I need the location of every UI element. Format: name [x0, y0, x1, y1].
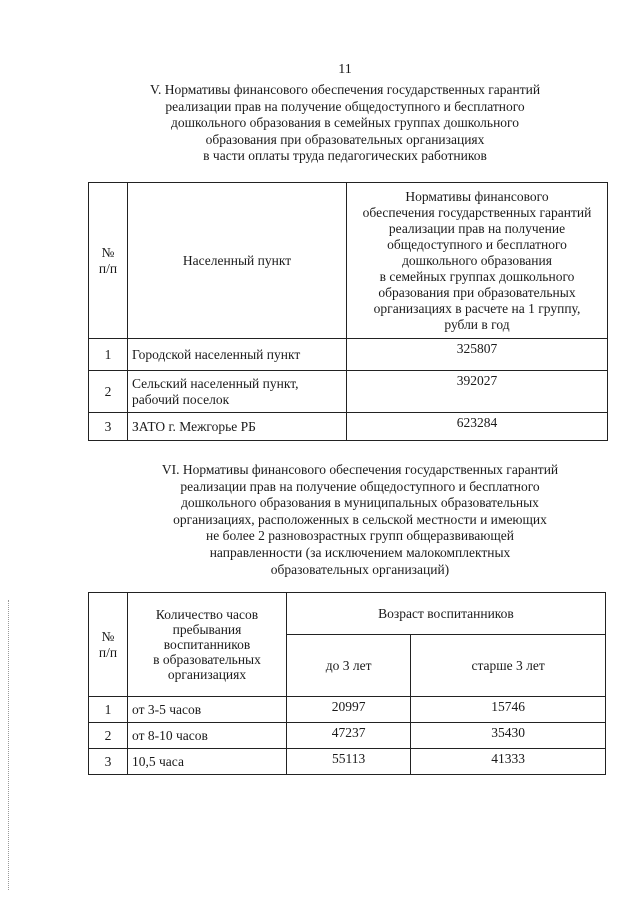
row-value: 392027: [347, 371, 608, 413]
header-settlement: Населенный пункт: [128, 183, 347, 339]
title-line: в части оплаты труда педагогических работников: [203, 148, 487, 164]
header-age-group: Возраст воспитанников: [287, 593, 606, 635]
table-section-6: [88, 592, 606, 775]
header-norm: Нормативы финансового обеспечения государственных гарантий реализации прав на получение общедоступного и бесплатного дошкольного образования в семейных группах дошкольного образования при образовательных организациях в расчете на 1 группу, рубли в год: [347, 183, 608, 339]
row-over-3: 41333: [411, 749, 606, 775]
table-row: [89, 697, 606, 723]
title-line: дошкольного образования в муниципальных образовательных: [181, 495, 539, 511]
row-over-3: 15746: [411, 697, 606, 723]
title-line: направленности (за исключением малокомплектных: [209, 544, 511, 560]
title-line: организациях, расположенных в сельской местности и имеющих: [173, 511, 547, 527]
table-row: [89, 413, 608, 441]
title-line: V. Нормативы финансового обеспечения государственных гарантий: [149, 82, 541, 97]
row-under-3: 55113: [287, 749, 411, 775]
table-row: [89, 723, 606, 749]
title-line: образовательных организаций): [270, 561, 450, 577]
section-6-title: [130, 462, 590, 578]
row-hours: от 3-5 часов: [128, 697, 287, 723]
title-line: реализации прав на получение общедоступного и бесплатного: [165, 98, 525, 114]
table-section-5: [88, 182, 608, 441]
section-5-title: [130, 82, 560, 165]
row-num: 2: [89, 723, 128, 749]
row-value: 325807: [347, 339, 608, 371]
table-row: [89, 749, 606, 775]
row-settlement: ЗАТО г. Межгорье РБ: [128, 413, 347, 441]
table-row: [89, 371, 608, 413]
row-num: 1: [89, 697, 128, 723]
row-hours: 10,5 часа: [128, 749, 287, 775]
row-settlement: Сельский населенный пункт, рабочий поселок: [128, 371, 347, 413]
row-settlement: Городской населенный пункт: [128, 339, 347, 371]
title-line: образования при образовательных организациях: [205, 131, 485, 147]
row-num: 3: [89, 749, 128, 775]
scan-margin-mark: [8, 600, 9, 890]
header-num: № п/п: [89, 593, 128, 697]
table-header-row: [89, 593, 606, 635]
row-num: 1: [89, 339, 128, 371]
page-number: 11: [338, 62, 352, 77]
header-age-under-3: до 3 лет: [287, 635, 411, 697]
row-hours: от 8-10 часов: [128, 723, 287, 749]
row-under-3: 20997: [287, 697, 411, 723]
title-line: дошкольного образования в семейных группах дошкольного: [170, 115, 520, 131]
table-header-row: [89, 183, 608, 339]
row-value: 623284: [347, 413, 608, 441]
header-hours: Количество часов пребывания воспитанников в образовательных организациях: [128, 593, 287, 697]
title-line: VI. Нормативы финансового обеспечения государственных гарантий: [161, 462, 559, 477]
title-line: не более 2 разновозрастных групп общеразвивающей: [206, 528, 514, 544]
header-age-over-3: старше 3 лет: [411, 635, 606, 697]
row-over-3: 35430: [411, 723, 606, 749]
row-under-3: 47237: [287, 723, 411, 749]
title-line: реализации прав на получение общедоступного и бесплатного: [180, 478, 540, 494]
table-row: [89, 339, 608, 371]
row-num: 3: [89, 413, 128, 441]
header-num: № п/п: [89, 183, 128, 339]
row-num: 2: [89, 371, 128, 413]
